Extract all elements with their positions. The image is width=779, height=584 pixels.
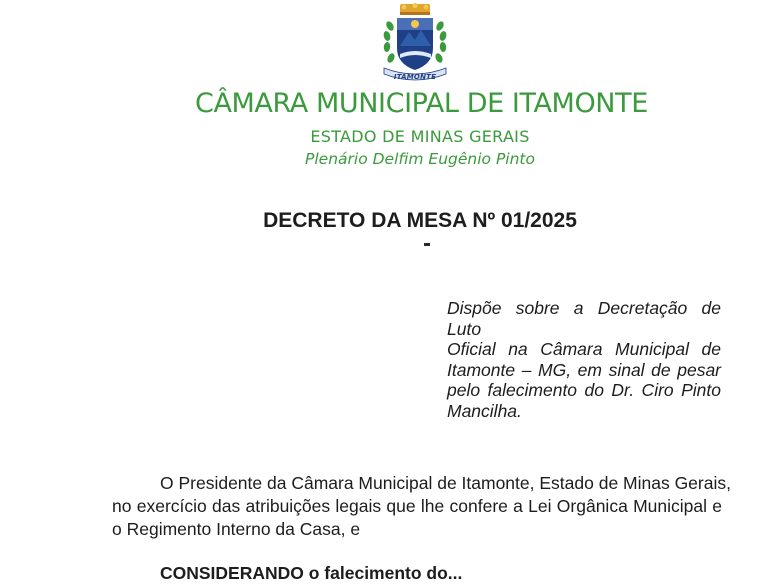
summary-line: pelo falecimento do Dr. Ciro Pinto [447, 380, 721, 400]
paragraph-line: o Regimento Interno da Casa, e [112, 519, 361, 539]
org-plenary: Plenário Delfim Eugênio Pinto [305, 150, 535, 168]
decree-summary [447, 298, 721, 421]
seal-caption: ITAMONTE [393, 73, 437, 81]
considerando-line: CONSIDERANDO o falecimento do... [160, 563, 463, 583]
decree-title: DECRETO DA MESA Nº 01/2025 [263, 209, 577, 232]
summary-line: Oficial na Câmara Municipal de [447, 339, 721, 359]
org-name: CÂMARA MUNICIPAL DE ITAMONTE [195, 88, 648, 119]
title-dash [424, 243, 430, 246]
preamble-paragraph [112, 472, 731, 541]
crown-icon [400, 3, 430, 15]
summary-line: Itamonte – MG, em sinal de pesar [447, 359, 721, 380]
summary-line: Dispõe sobre a Decretação de Luto [447, 298, 721, 339]
org-state: ESTADO DE MINAS GERAIS [310, 127, 530, 146]
coat-of-arms-seal [376, 2, 454, 84]
summary-line: Mancilha. [447, 400, 522, 421]
paragraph-line: no exercício das atribuições legais que lhe confere a Lei Orgânica Municipal e [112, 496, 722, 516]
paragraph-line: O Presidente da Câmara Municipal de Itamonte, Estado de Minas Gerais, [160, 473, 731, 493]
